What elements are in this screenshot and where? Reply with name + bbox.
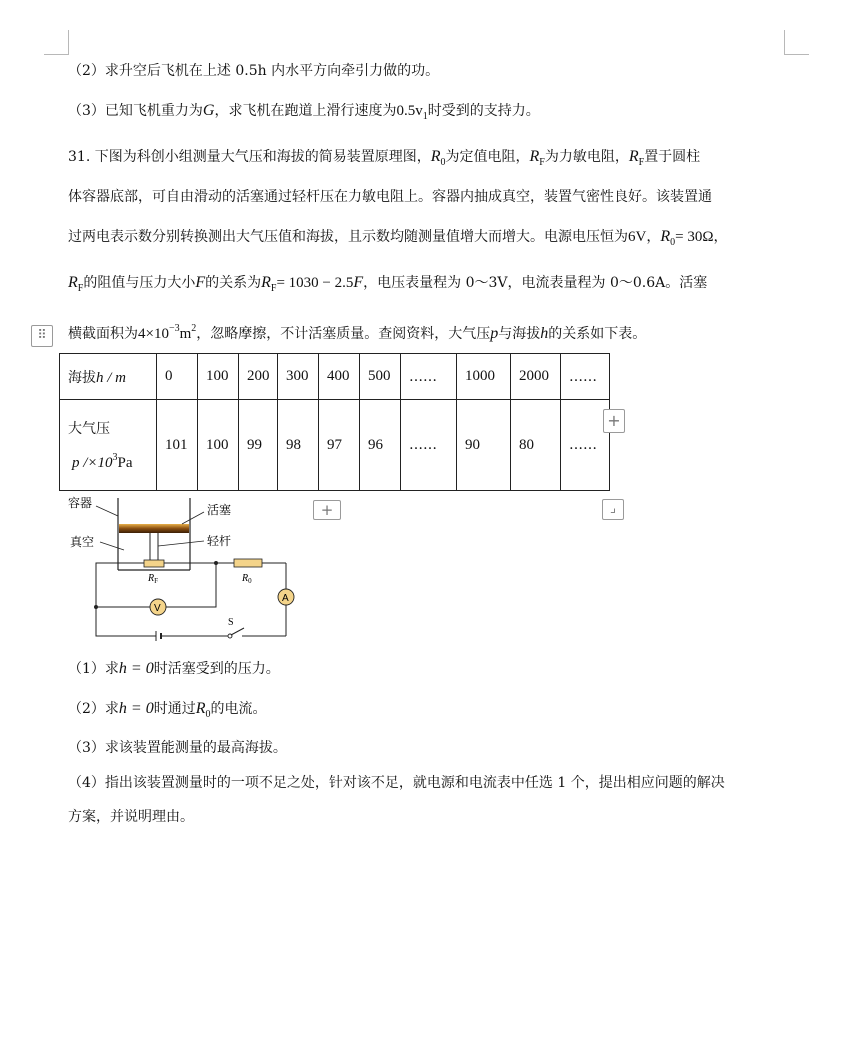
q2-text-b: 时通过	[153, 701, 196, 717]
q2-equation: h = 0	[118, 700, 154, 717]
problem-31-line-1	[68, 147, 700, 173]
table-cell	[511, 354, 561, 400]
p31-l5-b: ，忽略摩擦，不计活塞质量。查阅资料，大气压	[196, 326, 491, 342]
speed-symbol: 0.5v	[396, 103, 423, 119]
q3-text: （3）求该装置能测量的最高海拔。	[68, 740, 287, 756]
table-cell	[401, 400, 457, 491]
question-2	[68, 699, 267, 725]
voltmeter-label: V	[154, 603, 161, 614]
table-cell	[457, 354, 511, 400]
q4-text-2: 方案，并说明理由。	[68, 809, 194, 825]
p31-l4-c: ，电压表量程为 0～3V，电流表量程为 0～0.6A。活塞	[363, 275, 708, 291]
junction-dot-2	[214, 561, 218, 565]
rf-label-sub: F	[154, 577, 159, 585]
q2-text-c: 的电流。	[210, 701, 267, 717]
r0-symbol-3: R	[660, 228, 671, 245]
p31-l4-a: 的阻值与压力大小	[83, 275, 196, 291]
circuit-diagram	[64, 494, 314, 644]
voltage-value: 6V	[628, 229, 647, 245]
rf-label	[147, 573, 158, 585]
pressure-value: 98	[286, 436, 301, 453]
q3-text-b: ，求飞机在跑道上滑行速度为	[214, 103, 397, 119]
rf-symbol-4: R	[68, 274, 78, 291]
pressure-value: 101	[165, 436, 188, 453]
p31-l5-d: 的关系如下表。	[548, 326, 647, 342]
r0-symbol: R	[430, 148, 441, 165]
p31-l3-text: 过两电表示数分别转换测出大气压值和海拔，且示数均随测量值增大而增大。电源电压恒为	[68, 229, 628, 245]
table-row	[60, 400, 610, 491]
ammeter-label: A	[282, 593, 289, 604]
add-column-button[interactable]: +	[603, 409, 625, 433]
area-value: 4×10	[138, 326, 169, 342]
r0-label	[241, 573, 252, 585]
rf-subscript-4: F	[77, 283, 84, 294]
pressure-value: 97	[327, 436, 342, 453]
rf-symbol-2: R	[628, 148, 639, 165]
problem-31-line-5	[68, 319, 646, 344]
container-label: 容器	[68, 496, 93, 510]
r0-subscript-3: 0	[670, 237, 676, 248]
container-walls	[118, 498, 190, 570]
altitude-header-cell	[60, 354, 157, 400]
piston-shape	[119, 524, 189, 533]
leader-piston	[182, 512, 204, 524]
resistor-r0	[234, 559, 262, 567]
altitude-value: 500	[368, 368, 391, 384]
pressure-unit-exponent: 3	[112, 452, 118, 463]
ellipsis: ……	[409, 437, 437, 453]
table-cell	[457, 400, 511, 491]
crop-mark-top-right	[784, 30, 809, 55]
ellipsis: ……	[569, 368, 597, 385]
q2-text-a: （2）求	[68, 701, 119, 717]
pressure-value: 99	[247, 436, 262, 453]
q2-r-subscript: 0	[205, 709, 211, 720]
area-unit: m	[179, 326, 192, 342]
pressure-value: 80	[519, 436, 534, 453]
table-cell	[511, 400, 561, 491]
table-cell	[157, 400, 198, 491]
speed-subscript: 1	[422, 111, 428, 122]
table-cell	[157, 354, 198, 400]
p31-l1-b: 为定值电阻，	[445, 149, 530, 165]
question-1	[68, 659, 280, 679]
altitude-value: 200	[247, 368, 270, 384]
pressure-header: 大气压	[68, 421, 110, 437]
ellipsis: ……	[409, 368, 437, 385]
table-resize-handle-icon[interactable]: ⌟	[602, 499, 624, 520]
altitude-value: 300	[286, 368, 309, 384]
leader-container	[96, 506, 118, 516]
area-unit-exponent: 2	[191, 323, 197, 334]
problem-31-line-2	[68, 187, 712, 207]
pressure-unit	[68, 452, 156, 472]
table-cell	[198, 354, 239, 400]
altitude-value: 100	[206, 368, 229, 384]
leader-rod	[158, 541, 204, 546]
p31-l1-c: 为力敏电阻，	[544, 149, 629, 165]
rf-symbol-5: R	[261, 274, 271, 291]
table-cell	[198, 400, 239, 491]
leader-vacuum	[100, 542, 124, 550]
switch-blade	[231, 628, 244, 635]
table-row	[60, 354, 610, 400]
table-cell	[239, 354, 278, 400]
r0-value: = 30Ω	[675, 229, 714, 245]
altitude-symbol: h	[540, 325, 549, 342]
q1-text-a: （1）求	[68, 661, 119, 677]
vacuum-label: 真空	[70, 535, 95, 549]
problem-31-line-4	[68, 273, 707, 299]
q2-r-symbol: R	[195, 700, 206, 717]
pressure-unit-b: Pa	[117, 455, 133, 471]
table-cell	[319, 400, 360, 491]
table-cell	[561, 354, 610, 400]
pressure-header-cell	[60, 400, 157, 491]
altitude-value: 1000	[465, 368, 495, 384]
p31-l2-text: 体容器底部，可自由滑动的活塞通过轻杆压在力敏电阻上。容器内抽成真空，装置气密性良好。该装置通	[68, 189, 712, 205]
rf-subscript-2: F	[638, 157, 645, 168]
altitude-value: 2000	[519, 368, 549, 384]
altitude-pressure-table	[59, 353, 610, 491]
crop-mark-top-left	[44, 30, 69, 55]
p31-l5-a: 横截面积为	[68, 326, 138, 342]
gravity-symbol: G	[202, 102, 215, 119]
table-cell	[278, 400, 319, 491]
circuit-wires	[96, 563, 286, 636]
add-row-button[interactable]: +	[313, 500, 341, 520]
force-symbol-2: F	[353, 274, 364, 291]
p31-l3-end: ，	[713, 229, 728, 245]
p31-l1-text: 31. 下图为科创小组测量大气压和海拔的简易装置原理图，	[68, 149, 431, 165]
altitude-header: 海拔	[68, 369, 96, 386]
rf-symbol: R	[529, 148, 540, 165]
q4-text-1: （4）指出该装置测量时的一项不足之处，针对该不足，就电源和电流表中任选 1 个，提出相应问题的解决	[68, 775, 725, 791]
force-sensor-rf	[144, 560, 164, 567]
table-cell	[239, 400, 278, 491]
force-symbol: F	[195, 274, 206, 291]
altitude-unit: h / m	[96, 369, 126, 386]
piston-label: 活塞	[207, 503, 232, 517]
ellipsis: ……	[569, 437, 597, 453]
r0-subscript: 0	[440, 157, 446, 168]
p31-l5-c: 与海拔	[498, 326, 541, 342]
q3-text-c: 时受到的支持力。	[427, 103, 540, 119]
question-4-line-1	[68, 773, 725, 793]
altitude-value: 0	[165, 368, 173, 384]
r0-label-main: R	[242, 573, 249, 584]
junction-dot	[94, 605, 98, 609]
table-cell	[278, 354, 319, 400]
pressure-value: 96	[368, 436, 383, 453]
pressure-value: 90	[465, 436, 480, 453]
p31-l3-comma: ，	[646, 229, 661, 245]
rod-label: 轻杆	[207, 534, 232, 548]
prev-question-3	[68, 101, 540, 127]
table-cell	[401, 354, 457, 400]
rf-label-main: R	[148, 573, 155, 584]
table-cell	[360, 354, 401, 400]
prev-question-2	[68, 61, 439, 81]
q3-text-a: （3）已知飞机重力为	[68, 103, 203, 119]
altitude-value: 400	[327, 368, 350, 384]
rf-formula: = 1030 − 2.5	[276, 275, 354, 291]
area-exponent: −3	[168, 323, 180, 334]
p31-l1-d: 置于圆柱	[644, 149, 701, 165]
q1-text-b: 时活塞受到的压力。	[153, 661, 280, 677]
rf-subscript: F	[539, 157, 545, 168]
problem-31-line-3	[68, 227, 727, 253]
switch-label: S	[228, 617, 234, 628]
rf-subscript-5: F	[270, 283, 277, 294]
pressure-symbol: p	[490, 325, 499, 342]
table-cell	[319, 354, 360, 400]
r0-label-sub: 0	[248, 577, 252, 585]
question-3	[68, 738, 287, 758]
pressure-value: 100	[206, 436, 229, 453]
pressure-unit-a: p /×10	[72, 455, 113, 471]
question-4-line-2	[68, 807, 194, 827]
table-cell	[360, 400, 401, 491]
table-move-handle-icon[interactable]: ⠿	[31, 325, 53, 347]
p31-l4-b: 的关系为	[205, 275, 262, 291]
q1-equation: h = 0	[118, 660, 154, 677]
prev-question-2-text: （2）求升空后飞机在上述 0.5h 内水平方向牵引力做的功。	[68, 63, 440, 79]
